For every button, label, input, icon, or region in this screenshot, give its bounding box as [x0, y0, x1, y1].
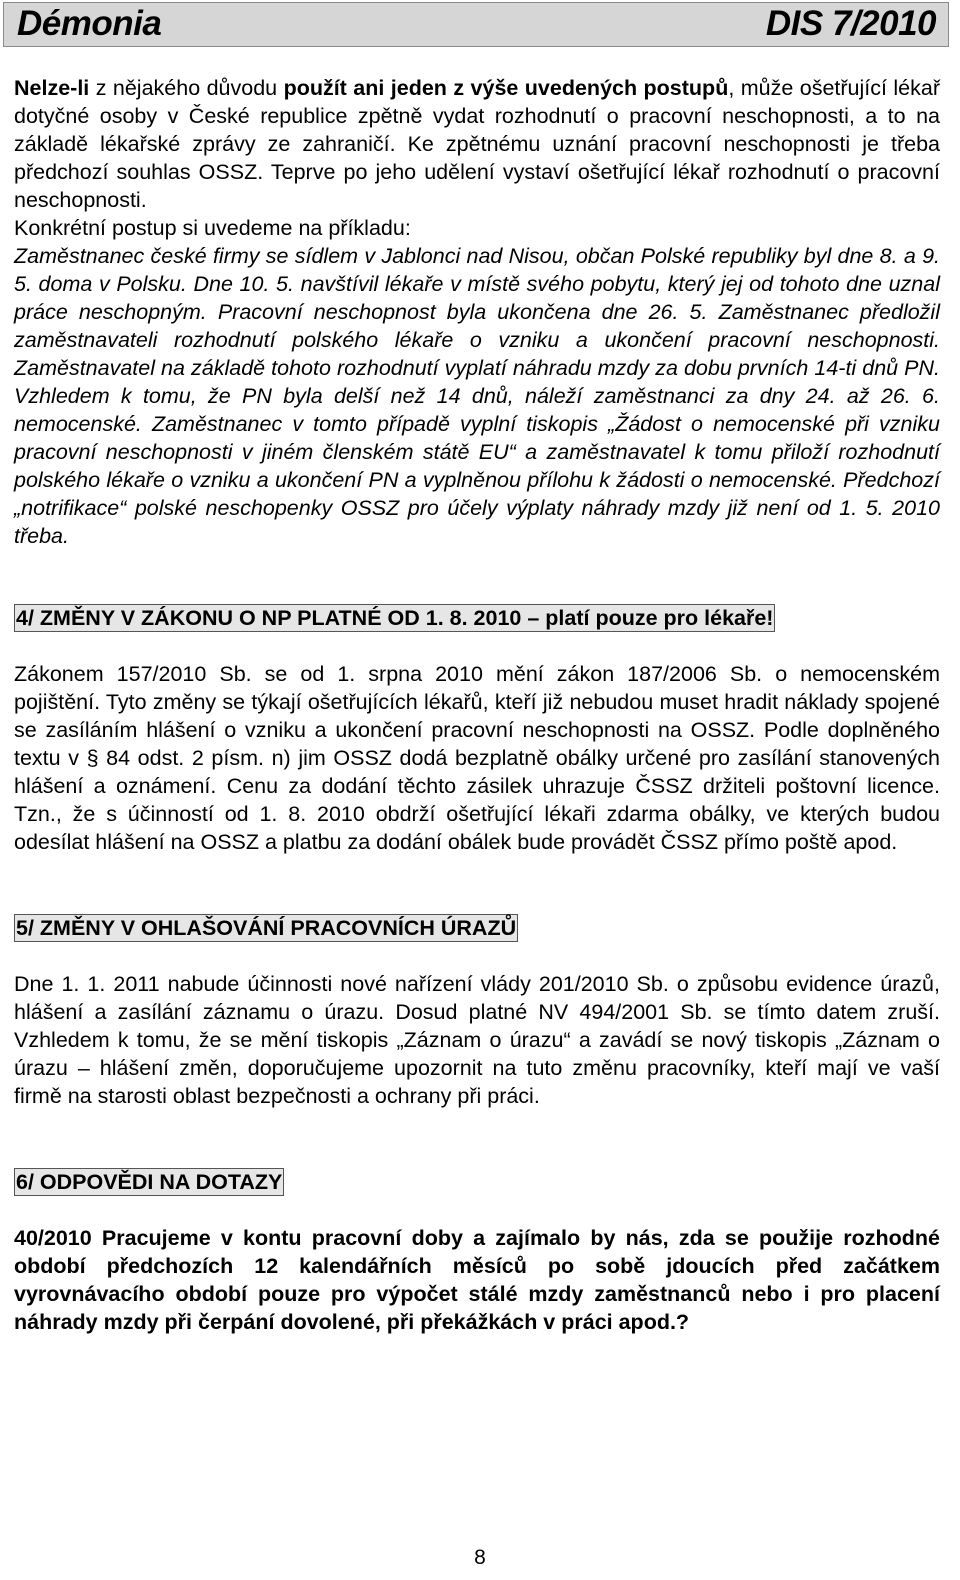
section-5-heading: 5/ ZMĚNY V OHLAŠOVÁNÍ PRACOVNÍCH ÚRAZŮ: [16, 916, 517, 940]
page-number: 8: [474, 1546, 486, 1569]
section-6-heading: 6/ ODPOVĚDI NA DOTAZY: [16, 1170, 283, 1194]
lead-bold: Nelze-li: [14, 76, 90, 100]
section-4-heading: 4/ ZMĚNY V ZÁKONU O NP PLATNÉ OD 1. 8. 2010 – platí pouze pro lékaře!: [16, 606, 774, 630]
lead-bold-emphasis: použít ani jeden z výše uvedených postupů: [283, 76, 729, 100]
section-6-heading-row: [14, 1168, 940, 1196]
section-5-heading-row: [14, 914, 940, 942]
lead-text: z nějakého důvodu: [89, 76, 284, 100]
section-4-text: Zákonem 157/2010 Sb. se od 1. srpna 2010 mění zákon 187/2006 Sb. o nemocenském pojištění. Tyto změny se týkají ošetřujících lékařů, kteří již nebudou muset hradit náklady spojené se zasíláním hlášení o vzniku a ukončení pracovní neschopnosti na OSSZ. Podle doplněného textu v § 84 odst. 2 písm. n) jim OSSZ dodá bezplatně obálky určené pro zasílání stanovených hlášení a oznámení. Cenu za dodání těchto zásilek uhrazuje ČSSZ držiteli poštovní licence. Tzn., že s účinností od 1. 8. 2010 obdrží ošetřující lékaři zdarma obálky, ve kterých budou odesílat hlášení na OSSZ a platbu za dodání obálek bude provádět ČSSZ přímo poště apod.: [14, 662, 940, 854]
question-40-2010: 40/2010 Pracujeme v kontu pracovní doby a zajímalo by nás, zda se použije rozhodné období předchozích 12 kalendářních měsíců po sobě jdoucích před začátkem vyrovnávacího období pouze pro výpočet stálé mzdy zaměstnanců nebo i pro placení náhrady mzdy při čerpání dovolené, při překážkách v práci apod.?: [14, 1226, 940, 1334]
lead-text-rest: , může ošetřující lékař dotyčné osoby v České republice zpětně vydat rozhodnutí o pracovní neschopnosti, a to na základě lékařské zprávy ze zahraničí. Ke zpětnému uznání pracovní neschopnosti je třeba předchozí souhlas OSSZ. Teprve po jeho udělení vystaví ošetřující lékař rozhodnutí o pracovní neschopnosti.: [14, 76, 940, 212]
page-header: [3, 2, 949, 47]
paragraph-retro-sick-leave: [14, 74, 940, 214]
example-text: Zaměstnanec české firmy se sídlem v Jablonci nad Nisou, občan Polské republiky byl dne 8. a 9. 5. doma v Polsku. Dne 10. 5. navštívil lékaře v místě svého pobytu, který jej od tohoto dne uznal práce neschopným. Pracovní neschopnost byla ukončena dne 26. 5. Zaměstnanec předložil zaměstnavateli rozhodnutí polského lékaře o vzniku a ukončení pracovní neschopnosti. Zaměstnavatel na základě tohoto rozhodnutí vyplatí náhradu mzdy za dobu prvních 14-ti dnů PN. Vzhledem k tomu, že PN byla delší než 14 dnů, náleží zaměstnanci za dny 24. až 26. 6. nemocenské. Zaměstnanec v tomto případě vyplní tiskopis „Žádost o nemocenské při vzniku pracovní neschopnosti v jiném členském státě EU“ a zaměstnavatel k tomu přiloží rozhodnutí polského lékaře o vzniku a ukončení PN a vyplněnou přílohu k žádosti o nemocenské. Předchozí „notrifikace“ polské neschopenky OSSZ pro účely výplaty náhrady mzdy již není od 1. 5. 2010 třeba.: [14, 244, 940, 548]
article-body: [14, 74, 940, 1336]
publication-title: Démonia: [17, 4, 162, 43]
issue-number: DIS 7/2010: [765, 4, 936, 43]
section-5-text: Dne 1. 1. 2011 nabude účinnosti nové nařízení vlády 201/2010 Sb. o způsobu evidence úrazů, hlášení a zasílání záznamu o úrazu. Dosud platné NV 494/2001 Sb. se tímto datem zruší. Vzhledem k tomu, že se mění tiskopis „Záznam o úrazu“ a zavádí se nový tiskopis „Záznam o úrazu – hlášení změn, doporučujeme upozornit na tuto změnu pracovníky, kteří mají ve vaší firmě na starosti oblast bezpečnosti a ochrany při práci.: [14, 972, 940, 1108]
section-4-heading-row: [14, 604, 940, 632]
example-intro: Konkrétní postup si uvedeme na příkladu:: [14, 216, 411, 240]
